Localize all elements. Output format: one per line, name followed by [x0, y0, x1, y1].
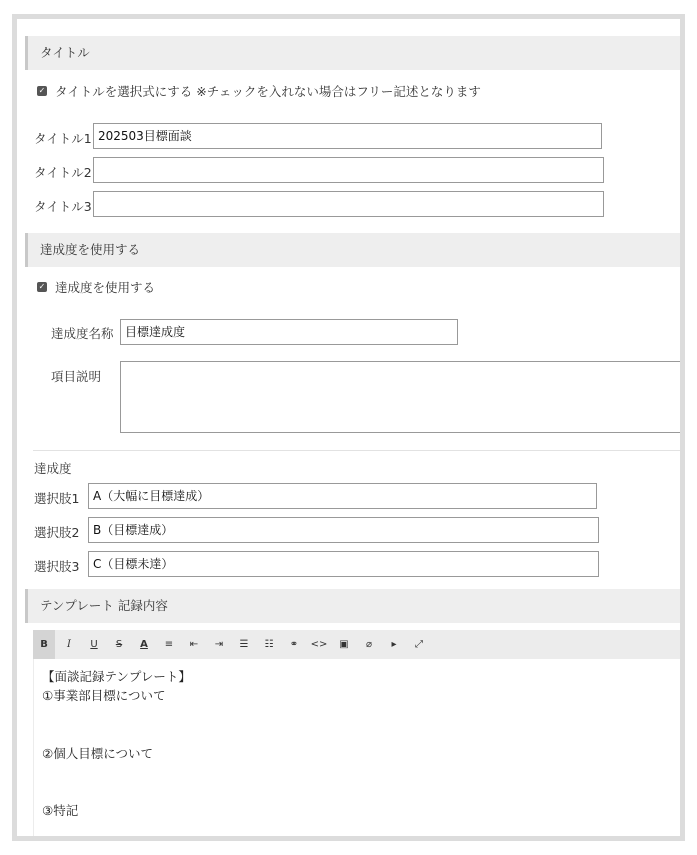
option2-input[interactable]: B（目標達成）: [88, 517, 599, 543]
template-item2: ②個人目標について: [42, 746, 153, 761]
title1-label: タイトル1: [34, 131, 92, 146]
template-item1: ①事業部目標について: [42, 688, 166, 703]
underline-button[interactable]: U: [90, 639, 98, 650]
achievement-name-input[interactable]: 目標達成度: [120, 319, 458, 345]
link-icon[interactable]: ⚭: [289, 639, 299, 650]
title1-input[interactable]: 202503目標面談: [93, 123, 602, 149]
template-editor[interactable]: [33, 659, 685, 841]
outdent-icon[interactable]: ⇤: [189, 639, 199, 650]
title2-label: タイトル2: [34, 165, 92, 180]
option1-label: 選択肢1: [34, 491, 80, 506]
title3-label: タイトル3: [34, 199, 92, 214]
template-heading: 【面談記録テンプレート】: [42, 669, 191, 684]
template-item3: ③特記: [42, 803, 79, 818]
item-description-label: 項目説明: [51, 369, 102, 384]
achievement-name-label: 達成度名称: [51, 326, 114, 341]
attachment-icon[interactable]: ⌀: [365, 639, 373, 650]
achievement-group-label: 達成度: [34, 461, 72, 476]
indent-icon[interactable]: ⇥: [214, 639, 224, 650]
item-description-textarea[interactable]: [120, 361, 685, 433]
settings-panel: [12, 14, 685, 841]
italic-button[interactable]: I: [67, 639, 71, 650]
checkbox-checked-icon[interactable]: ✓: [38, 86, 46, 95]
template-section-header: テンプレート 記録内容: [25, 589, 685, 623]
numbered-list-icon[interactable]: ☷: [264, 639, 274, 650]
option3-label: 選択肢3: [34, 559, 80, 574]
strikethrough-button[interactable]: S: [115, 639, 123, 650]
option3-input[interactable]: C（目標未達）: [88, 551, 599, 577]
bullet-list-icon[interactable]: ☰: [239, 639, 249, 650]
checkbox-checked-icon[interactable]: ✓: [38, 282, 46, 291]
option2-label: 選択肢2: [34, 525, 80, 540]
font-color-button[interactable]: A: [140, 639, 148, 650]
bold-button[interactable]: B: [33, 630, 55, 659]
achievement-checkbox-label: 達成度を使用する: [55, 280, 156, 295]
title-select-checkbox-label: タイトルを選択式にする ※チェックを入れない場合はフリー記述となります: [55, 84, 481, 99]
title-section-header: タイトル: [25, 36, 685, 70]
fullscreen-icon[interactable]: ⤢: [415, 639, 423, 650]
code-icon[interactable]: <>: [310, 639, 328, 650]
title3-input[interactable]: [93, 191, 604, 217]
section-divider: [33, 450, 685, 451]
align-icon[interactable]: ≡: [164, 639, 174, 650]
title-select-checkbox-row[interactable]: [37, 82, 481, 100]
editor-toolbar: [33, 630, 685, 659]
image-icon[interactable]: ▣: [339, 639, 349, 650]
achievement-checkbox-row[interactable]: [37, 278, 155, 296]
option1-input[interactable]: A（大幅に目標達成）: [88, 483, 597, 509]
achievement-section-header: 達成度を使用する: [25, 233, 685, 267]
title2-input[interactable]: [93, 157, 604, 183]
video-icon[interactable]: ▸: [391, 639, 397, 650]
